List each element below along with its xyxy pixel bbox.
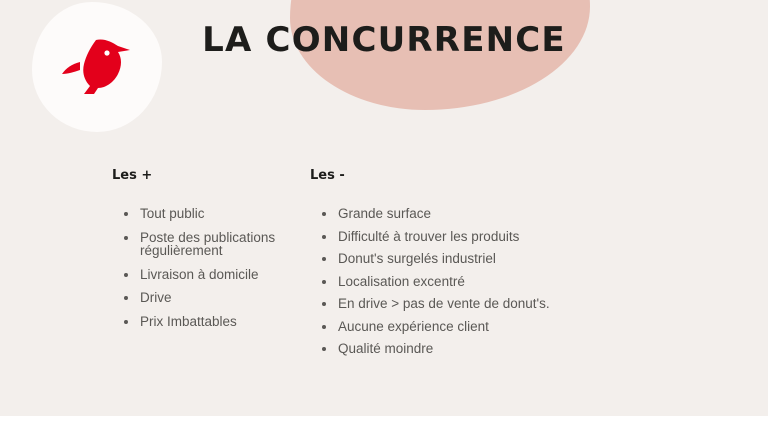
column-heading-positives: Les + — [112, 168, 153, 183]
list-item: Grande surface — [338, 207, 700, 221]
list-item: Poste des publications régulièrement — [140, 231, 300, 258]
list-item: Localisation excentré — [338, 275, 700, 289]
column-positives — [0, 168, 300, 365]
list-item: Qualité moindre — [338, 342, 700, 356]
list-item: Livraison à domicile — [140, 268, 300, 282]
page-title: LA CONCURRENCE — [202, 20, 566, 60]
bottom-white-bar — [0, 416, 768, 430]
list-negatives — [310, 207, 700, 356]
list-item: Donut's surgelés industriel — [338, 252, 700, 266]
list-item: En drive > pas de vente de donut's. — [338, 297, 700, 311]
column-heading-negatives: Les - — [310, 168, 345, 183]
content-columns — [0, 168, 768, 365]
list-positives — [112, 207, 300, 328]
list-item: Aucune expérience client — [338, 320, 700, 334]
column-negatives — [300, 168, 700, 365]
list-item: Difficulté à trouver les produits — [338, 230, 700, 244]
list-item: Prix Imbattables — [140, 315, 300, 329]
list-item: Drive — [140, 291, 300, 305]
list-item: Tout public — [140, 207, 300, 221]
